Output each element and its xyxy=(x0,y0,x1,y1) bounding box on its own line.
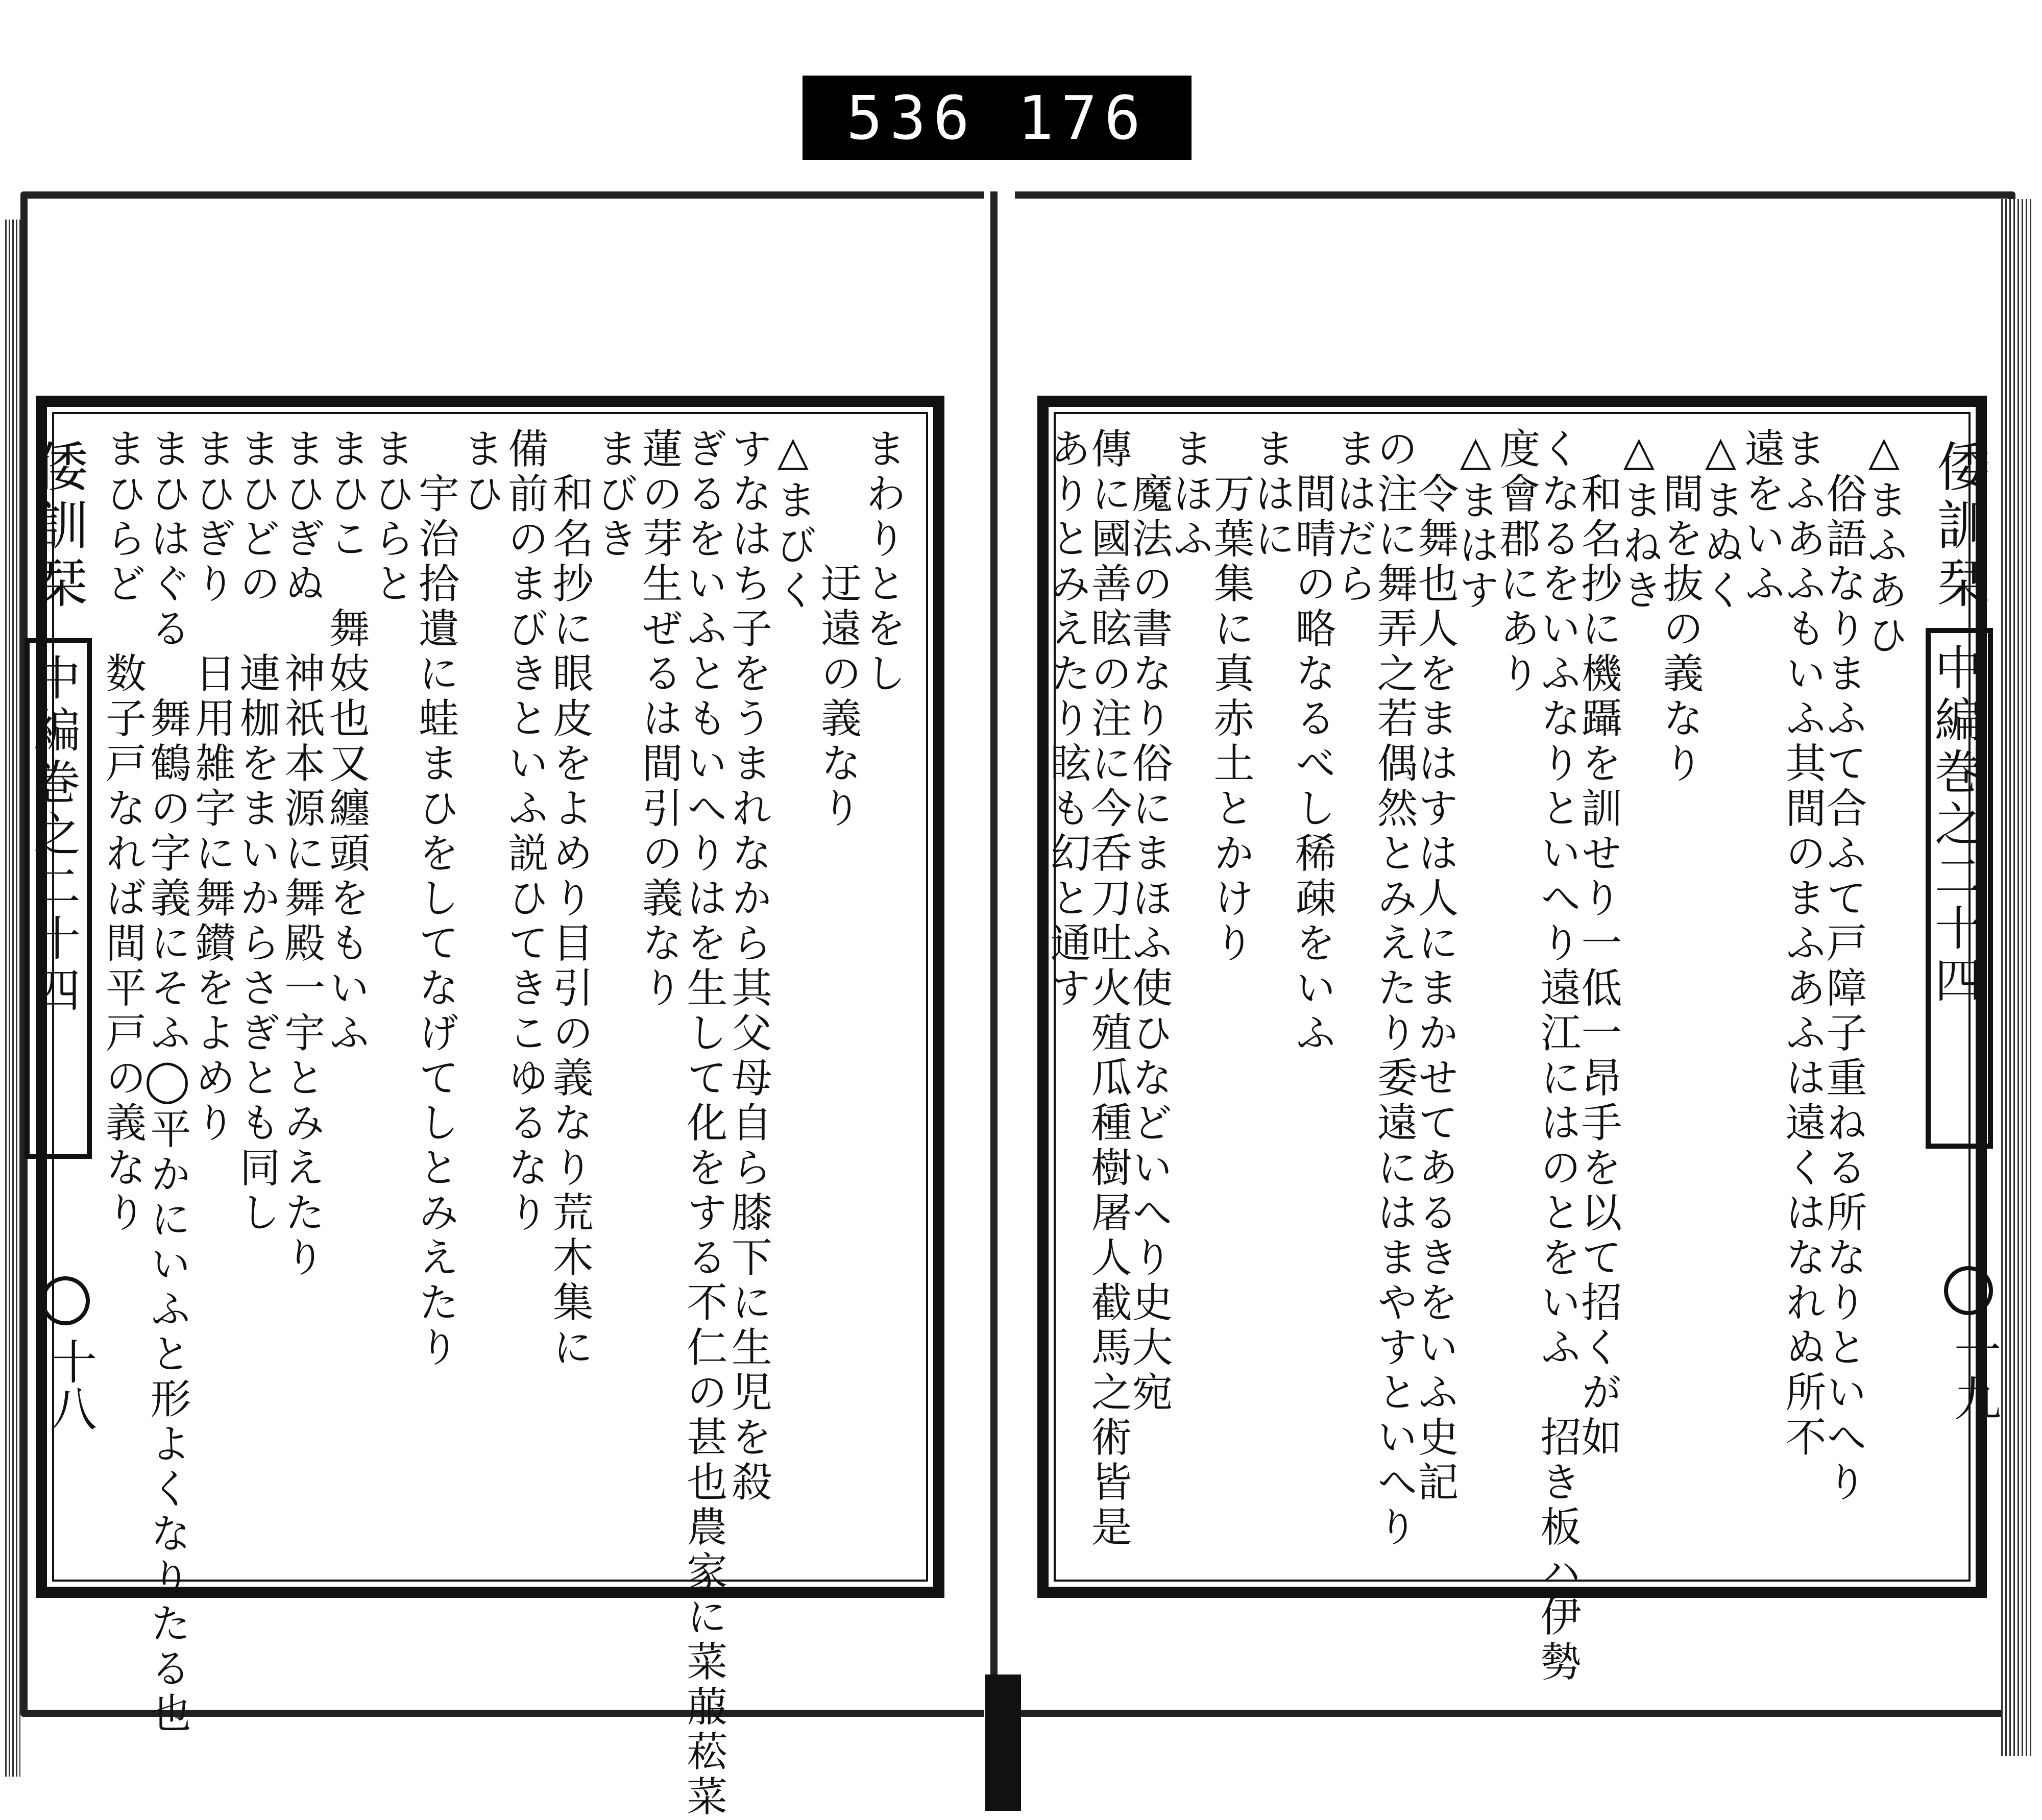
right-column-10: 度會郡にあり xyxy=(1493,427,1540,697)
left-volume-label: 中編巻之二十四 xyxy=(26,653,81,1018)
right-page-edge xyxy=(2001,199,2032,1756)
left-folio: 十八 xyxy=(42,1338,97,1431)
spine-binding xyxy=(985,1675,1021,1811)
left-column-8: 和名抄に眼皮をよめり目引の義なり荒木集に xyxy=(546,427,594,1371)
left-column-17: まひはぐる 舞鶴の字義にそふ◯平かにいふと形よくなりたる也 xyxy=(143,427,191,1737)
left-page-edge xyxy=(5,220,20,1777)
left-column-16: まひぎり 日用雑字に舞鑚をよめり xyxy=(188,427,236,1146)
catalog-label xyxy=(803,76,1192,160)
left-page-circle xyxy=(41,1276,90,1325)
right-column-18: まほふ xyxy=(1166,427,1213,562)
right-column-2: 俗語なりまふて合ふて戸障子重ねる所なりといへり xyxy=(1819,427,1867,1506)
left-column-18: まひらど 数子戸なれば間平戸の義なり xyxy=(99,427,147,1236)
left-column-9: 備前のまびきといふ説ひてきこゆるなり xyxy=(501,427,549,1236)
right-folio: 十九 xyxy=(1947,1327,2001,1421)
right-column-12: 令舞也人をまはすは人にまかせてあるきをいふ史記 xyxy=(1411,427,1458,1506)
right-column-5: △まぬく xyxy=(1697,427,1744,614)
right-side-title: 倭訓栞 xyxy=(1928,439,1990,614)
left-column-6: 蓮の芽生ぜるは間引の義なり xyxy=(635,427,683,1011)
right-column-11: △まはす xyxy=(1452,427,1499,614)
catalog-label-right: 176 xyxy=(1017,82,1148,153)
right-column-6: 間を抜の義なり xyxy=(1656,427,1704,787)
left-side-title: 倭訓栞 xyxy=(26,439,88,614)
left-column-5: ぎるをいふともいへりはを生して化をする不仁の甚也農家に菜菔菘菜 xyxy=(679,427,727,1820)
right-column-13: の注に舞弄之若偶然とみえたり委遠にはまやすといへり xyxy=(1370,427,1418,1550)
right-column-1: △まふあひ xyxy=(1860,427,1908,659)
left-column-12: まひらと xyxy=(367,427,415,607)
right-column-17: 万葉集に真赤土とかけり xyxy=(1207,427,1254,966)
left-column-1: まわりとをし xyxy=(859,427,906,697)
right-column-15: 間晴の略なるべし稀疎をいふ xyxy=(1289,427,1336,1056)
right-column-19: 魔法の書なり俗にまほふ使ひなどいへり史大宛 xyxy=(1125,427,1173,1416)
right-column-3: まふあふもいふ其間のまふあふは遠くはなれぬ所不 xyxy=(1779,427,1826,1461)
left-column-3: △まびく xyxy=(769,427,817,614)
left-column-4: すなはち子をうまれなから其父母自ら膝下に生児を殺 xyxy=(724,427,772,1506)
book-gutter xyxy=(984,191,1015,1723)
left-column-14: まひぎぬ 神祇本源に舞殿一宇とみえたり xyxy=(277,427,325,1281)
catalog-label-left: 536 xyxy=(846,82,977,153)
right-column-7: △まねき xyxy=(1615,427,1663,614)
right-volume-label: 中編巻之二十四 xyxy=(1927,643,1982,1008)
left-page-text-columns xyxy=(98,427,906,1820)
left-column-10: まひ xyxy=(456,427,504,517)
right-page-frame xyxy=(1037,396,1990,1685)
left-column-7: まびき xyxy=(590,427,638,562)
right-column-8: 和名抄に機躡を訓せり一低一昂手を以て招くが如 xyxy=(1574,427,1622,1461)
right-page-text-columns xyxy=(1043,427,1908,1685)
right-column-16: まはに xyxy=(1248,427,1295,562)
right-column-14: まはだら xyxy=(1329,427,1377,607)
left-column-15: まひどの 連枷をまいからさぎとも同し xyxy=(233,427,281,1236)
right-column-9: くなるをいふなりといへり遠江にはのとをいふ 招き板ハ伊勢 xyxy=(1534,427,1581,1685)
right-page-circle xyxy=(1944,1266,1993,1315)
left-column-11: 宇治拾遺に蛙まひをしてなげてしとみえたり xyxy=(411,427,459,1371)
right-column-4: 遠をいふ xyxy=(1738,427,1785,607)
right-column-20: 傳に國善眩の注に今呑刀吐火殖瓜種樹屠人截馬之術皆是 xyxy=(1084,427,1132,1550)
left-column-2: 迂遠の義なり xyxy=(814,427,862,832)
right-column-21: ありとみえたり眩も幻と通す xyxy=(1043,427,1091,1011)
left-column-13: まひこ 舞妓也又纏頭をもいふ xyxy=(322,427,370,1056)
left-page-frame xyxy=(36,396,944,1820)
